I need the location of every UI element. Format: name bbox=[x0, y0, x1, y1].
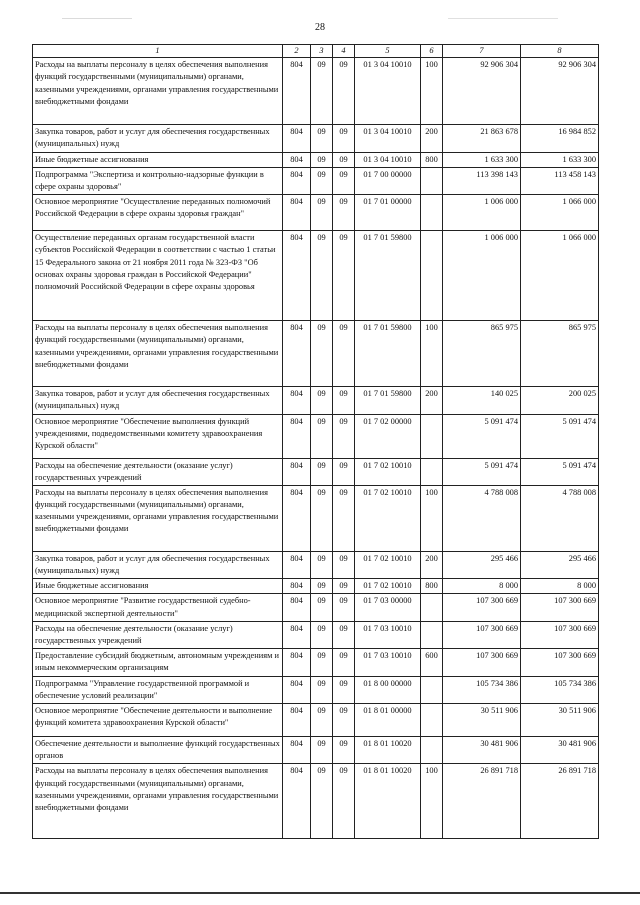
cell-pr: 09 bbox=[333, 414, 355, 458]
cell-vr: 200 bbox=[421, 387, 443, 414]
cell-grbs: 804 bbox=[283, 414, 311, 458]
scan-speck-right bbox=[448, 18, 558, 19]
table-row bbox=[33, 594, 599, 621]
col-grbs-header: 2 bbox=[283, 45, 311, 58]
page-number: 28 bbox=[315, 22, 325, 33]
cell-rz: 09 bbox=[311, 125, 333, 152]
table-row bbox=[33, 414, 599, 458]
cell-csr: 01 7 03 10010 bbox=[355, 649, 421, 676]
cell-grbs: 804 bbox=[283, 764, 311, 839]
cell-rz: 09 bbox=[311, 764, 333, 839]
cell-pr: 09 bbox=[333, 152, 355, 167]
cell-name: Расходы на выплаты персоналу в целях обеспечения выполнения функций государственными (муниципальными) органами, казенными учреждениями, органами управления государственными внебюджетными фондами bbox=[33, 321, 283, 387]
cell-csr: 01 8 01 10020 bbox=[355, 764, 421, 839]
col-csr-header: 5 bbox=[355, 45, 421, 58]
cell-pr: 09 bbox=[333, 551, 355, 578]
cell-pr: 09 bbox=[333, 579, 355, 594]
cell-rz: 09 bbox=[311, 736, 333, 763]
cell-vr bbox=[421, 594, 443, 621]
cell-name: Подпрограмма "Экспертиза и контрольно-надзорные функции в сфере охраны здоровья" bbox=[33, 167, 283, 194]
cell-csr: 01 7 01 59800 bbox=[355, 321, 421, 387]
cell-name: Основное мероприятие "Осуществление переданных полномочий Российской Федерации в сфере охраны здоровья граждан" bbox=[33, 195, 283, 231]
cell-vr: 600 bbox=[421, 649, 443, 676]
cell-sum1: 5 091 474 bbox=[443, 414, 521, 458]
cell-rz: 09 bbox=[311, 621, 333, 648]
table-body bbox=[33, 58, 599, 839]
cell-pr: 09 bbox=[333, 167, 355, 194]
cell-grbs: 804 bbox=[283, 167, 311, 194]
cell-sum1: 5 091 474 bbox=[443, 458, 521, 485]
cell-sum1: 295 466 bbox=[443, 551, 521, 578]
cell-sum1: 865 975 bbox=[443, 321, 521, 387]
cell-pr: 09 bbox=[333, 676, 355, 703]
cell-csr: 01 7 02 10010 bbox=[355, 485, 421, 551]
cell-vr bbox=[421, 676, 443, 703]
cell-sum2: 1 066 000 bbox=[521, 195, 599, 231]
table-row bbox=[33, 321, 599, 387]
cell-csr: 01 3 04 10010 bbox=[355, 58, 421, 125]
cell-pr: 09 bbox=[333, 764, 355, 839]
table-row bbox=[33, 703, 599, 736]
cell-vr: 800 bbox=[421, 152, 443, 167]
cell-name: Основное мероприятие "Развитие государственной судебно-медицинской экспертной деятельности" bbox=[33, 594, 283, 621]
bottom-rule bbox=[0, 892, 640, 894]
cell-name: Расходы на обеспечение деятельности (оказание услуг) государственных учреждений bbox=[33, 458, 283, 485]
cell-pr: 09 bbox=[333, 621, 355, 648]
cell-sum1: 30 481 906 bbox=[443, 736, 521, 763]
cell-name: Закупка товаров, работ и услуг для обеспечения государственных (муниципальных) нужд bbox=[33, 551, 283, 578]
cell-pr: 09 bbox=[333, 231, 355, 321]
cell-sum1: 1 633 300 bbox=[443, 152, 521, 167]
cell-sum2: 295 466 bbox=[521, 551, 599, 578]
cell-vr: 200 bbox=[421, 125, 443, 152]
cell-sum2: 4 788 008 bbox=[521, 485, 599, 551]
table-row bbox=[33, 736, 599, 763]
table-row bbox=[33, 125, 599, 152]
cell-grbs: 804 bbox=[283, 703, 311, 736]
cell-name: Основное мероприятие "Обеспечение выполнения функций учреждениями, подведомственными комитету здравоохранения Курской области" bbox=[33, 414, 283, 458]
cell-name: Закупка товаров, работ и услуг для обеспечения государственных (муниципальных) нужд bbox=[33, 387, 283, 414]
cell-pr: 09 bbox=[333, 703, 355, 736]
cell-csr: 01 3 04 10010 bbox=[355, 125, 421, 152]
col-rz-header: 3 bbox=[311, 45, 333, 58]
cell-grbs: 804 bbox=[283, 594, 311, 621]
table-row bbox=[33, 676, 599, 703]
cell-csr: 01 7 02 10010 bbox=[355, 579, 421, 594]
cell-name: Расходы на обеспечение деятельности (оказание услуг) государственных учреждений bbox=[33, 621, 283, 648]
cell-csr: 01 3 04 10010 bbox=[355, 152, 421, 167]
table-row bbox=[33, 231, 599, 321]
cell-vr: 100 bbox=[421, 485, 443, 551]
cell-vr bbox=[421, 458, 443, 485]
cell-vr bbox=[421, 231, 443, 321]
col-vr-header: 6 bbox=[421, 45, 443, 58]
cell-csr: 01 7 01 59800 bbox=[355, 231, 421, 321]
cell-rz: 09 bbox=[311, 152, 333, 167]
cell-sum2: 113 458 143 bbox=[521, 167, 599, 194]
cell-name: Иные бюджетные ассигнования bbox=[33, 152, 283, 167]
cell-name: Обеспечение деятельности и выполнение функций государственных органов bbox=[33, 736, 283, 763]
table-row bbox=[33, 387, 599, 414]
cell-vr: 100 bbox=[421, 764, 443, 839]
cell-name: Расходы на выплаты персоналу в целях обеспечения выполнения функций государственными (муниципальными) органами, казенными учреждениями, органами управления государственными внебюджетными фондами bbox=[33, 485, 283, 551]
cell-rz: 09 bbox=[311, 414, 333, 458]
table-row bbox=[33, 485, 599, 551]
cell-sum1: 105 734 386 bbox=[443, 676, 521, 703]
cell-sum2: 30 511 906 bbox=[521, 703, 599, 736]
cell-vr: 100 bbox=[421, 321, 443, 387]
cell-grbs: 804 bbox=[283, 676, 311, 703]
cell-sum2: 5 091 474 bbox=[521, 458, 599, 485]
cell-rz: 09 bbox=[311, 167, 333, 194]
cell-vr bbox=[421, 703, 443, 736]
cell-vr bbox=[421, 414, 443, 458]
table-row bbox=[33, 152, 599, 167]
col-pr-header: 4 bbox=[333, 45, 355, 58]
cell-grbs: 804 bbox=[283, 195, 311, 231]
cell-csr: 01 7 03 10010 bbox=[355, 621, 421, 648]
cell-vr: 800 bbox=[421, 579, 443, 594]
cell-csr: 01 7 01 00000 bbox=[355, 195, 421, 231]
cell-rz: 09 bbox=[311, 551, 333, 578]
cell-rz: 09 bbox=[311, 231, 333, 321]
cell-vr bbox=[421, 736, 443, 763]
cell-sum1: 8 000 bbox=[443, 579, 521, 594]
cell-pr: 09 bbox=[333, 125, 355, 152]
cell-vr bbox=[421, 195, 443, 231]
cell-name: Закупка товаров, работ и услуг для обеспечения государственных (муниципальных) нужд bbox=[33, 125, 283, 152]
cell-name: Иные бюджетные ассигнования bbox=[33, 579, 283, 594]
cell-rz: 09 bbox=[311, 594, 333, 621]
table-row bbox=[33, 58, 599, 125]
budget-table bbox=[32, 44, 599, 839]
cell-name: Основное мероприятие "Обеспечение деятельности и выполнение функций комитета здравоохранения Курской области" bbox=[33, 703, 283, 736]
cell-rz: 09 bbox=[311, 458, 333, 485]
cell-sum2: 107 300 669 bbox=[521, 594, 599, 621]
cell-sum2: 16 984 852 bbox=[521, 125, 599, 152]
table-row bbox=[33, 195, 599, 231]
cell-pr: 09 bbox=[333, 594, 355, 621]
cell-name: Предоставление субсидий бюджетным, автономным учреждениям и иным некоммерческим организациям bbox=[33, 649, 283, 676]
cell-name: Подпрограмма "Управление государственной программой и обеспечение условий реализации" bbox=[33, 676, 283, 703]
cell-name: Осуществление переданных органам государственной власти субъектов Российской Федерации в соответствии с частью 1 статьи 15 Федерального закона от 21 ноября 2011 года № 323-ФЗ "Об основах охраны здоровья граждан в Российской Федерации" полномочий Российской Федерации в сфере охраны здоровья bbox=[33, 231, 283, 321]
cell-sum2: 1 633 300 bbox=[521, 152, 599, 167]
cell-sum1: 140 025 bbox=[443, 387, 521, 414]
cell-rz: 09 bbox=[311, 676, 333, 703]
cell-grbs: 804 bbox=[283, 621, 311, 648]
cell-grbs: 804 bbox=[283, 125, 311, 152]
cell-grbs: 804 bbox=[283, 458, 311, 485]
cell-sum1: 30 511 906 bbox=[443, 703, 521, 736]
cell-grbs: 804 bbox=[283, 152, 311, 167]
cell-rz: 09 bbox=[311, 58, 333, 125]
cell-grbs: 804 bbox=[283, 736, 311, 763]
cell-pr: 09 bbox=[333, 458, 355, 485]
cell-sum2: 1 066 000 bbox=[521, 231, 599, 321]
cell-rz: 09 bbox=[311, 485, 333, 551]
cell-pr: 09 bbox=[333, 649, 355, 676]
cell-sum2: 92 906 304 bbox=[521, 58, 599, 125]
cell-grbs: 804 bbox=[283, 58, 311, 125]
cell-sum1: 92 906 304 bbox=[443, 58, 521, 125]
cell-sum2: 105 734 386 bbox=[521, 676, 599, 703]
cell-sum2: 107 300 669 bbox=[521, 621, 599, 648]
col-sum1-header: 7 bbox=[443, 45, 521, 58]
cell-grbs: 804 bbox=[283, 579, 311, 594]
cell-sum2: 865 975 bbox=[521, 321, 599, 387]
cell-rz: 09 bbox=[311, 579, 333, 594]
cell-csr: 01 8 01 00000 bbox=[355, 703, 421, 736]
cell-sum2: 8 000 bbox=[521, 579, 599, 594]
table-row bbox=[33, 649, 599, 676]
cell-csr: 01 7 02 10010 bbox=[355, 551, 421, 578]
cell-grbs: 804 bbox=[283, 649, 311, 676]
cell-grbs: 804 bbox=[283, 551, 311, 578]
cell-csr: 01 8 01 10020 bbox=[355, 736, 421, 763]
cell-sum2: 30 481 906 bbox=[521, 736, 599, 763]
table-row bbox=[33, 579, 599, 594]
cell-rz: 09 bbox=[311, 321, 333, 387]
cell-pr: 09 bbox=[333, 321, 355, 387]
cell-grbs: 804 bbox=[283, 387, 311, 414]
cell-rz: 09 bbox=[311, 195, 333, 231]
cell-sum2: 26 891 718 bbox=[521, 764, 599, 839]
cell-name: Расходы на выплаты персоналу в целях обеспечения выполнения функций государственными (муниципальными) органами, казенными учреждениями, органами управления государственными внебюджетными фондами bbox=[33, 764, 283, 839]
cell-sum1: 113 398 143 bbox=[443, 167, 521, 194]
cell-csr: 01 7 03 00000 bbox=[355, 594, 421, 621]
table-row bbox=[33, 621, 599, 648]
cell-csr: 01 7 01 59800 bbox=[355, 387, 421, 414]
cell-vr bbox=[421, 621, 443, 648]
header-row bbox=[33, 45, 599, 58]
cell-pr: 09 bbox=[333, 736, 355, 763]
cell-pr: 09 bbox=[333, 195, 355, 231]
cell-sum2: 107 300 669 bbox=[521, 649, 599, 676]
cell-vr bbox=[421, 167, 443, 194]
cell-pr: 09 bbox=[333, 58, 355, 125]
cell-rz: 09 bbox=[311, 703, 333, 736]
cell-pr: 09 bbox=[333, 485, 355, 551]
cell-pr: 09 bbox=[333, 387, 355, 414]
table-row bbox=[33, 551, 599, 578]
cell-sum2: 5 091 474 bbox=[521, 414, 599, 458]
cell-name: Расходы на выплаты персоналу в целях обеспечения выполнения функций государственными (муниципальными) органами, казенными учреждениями, органами управления государственными внебюджетными фондами bbox=[33, 58, 283, 125]
cell-grbs: 804 bbox=[283, 231, 311, 321]
cell-sum1: 26 891 718 bbox=[443, 764, 521, 839]
table-row bbox=[33, 167, 599, 194]
col-name-header: 1 bbox=[33, 45, 283, 58]
table-row bbox=[33, 764, 599, 839]
cell-csr: 01 7 02 10010 bbox=[355, 458, 421, 485]
table-row bbox=[33, 458, 599, 485]
col-sum2-header: 8 bbox=[521, 45, 599, 58]
cell-grbs: 804 bbox=[283, 485, 311, 551]
cell-vr: 200 bbox=[421, 551, 443, 578]
cell-rz: 09 bbox=[311, 387, 333, 414]
cell-sum2: 200 025 bbox=[521, 387, 599, 414]
cell-sum1: 4 788 008 bbox=[443, 485, 521, 551]
cell-sum1: 21 863 678 bbox=[443, 125, 521, 152]
cell-rz: 09 bbox=[311, 649, 333, 676]
cell-sum1: 107 300 669 bbox=[443, 621, 521, 648]
cell-sum1: 1 006 000 bbox=[443, 195, 521, 231]
scan-speck-left bbox=[62, 18, 132, 19]
cell-grbs: 804 bbox=[283, 321, 311, 387]
cell-csr: 01 8 00 00000 bbox=[355, 676, 421, 703]
cell-vr: 100 bbox=[421, 58, 443, 125]
cell-sum1: 1 006 000 bbox=[443, 231, 521, 321]
cell-csr: 01 7 00 00000 bbox=[355, 167, 421, 194]
cell-csr: 01 7 02 00000 bbox=[355, 414, 421, 458]
cell-sum1: 107 300 669 bbox=[443, 649, 521, 676]
cell-sum1: 107 300 669 bbox=[443, 594, 521, 621]
